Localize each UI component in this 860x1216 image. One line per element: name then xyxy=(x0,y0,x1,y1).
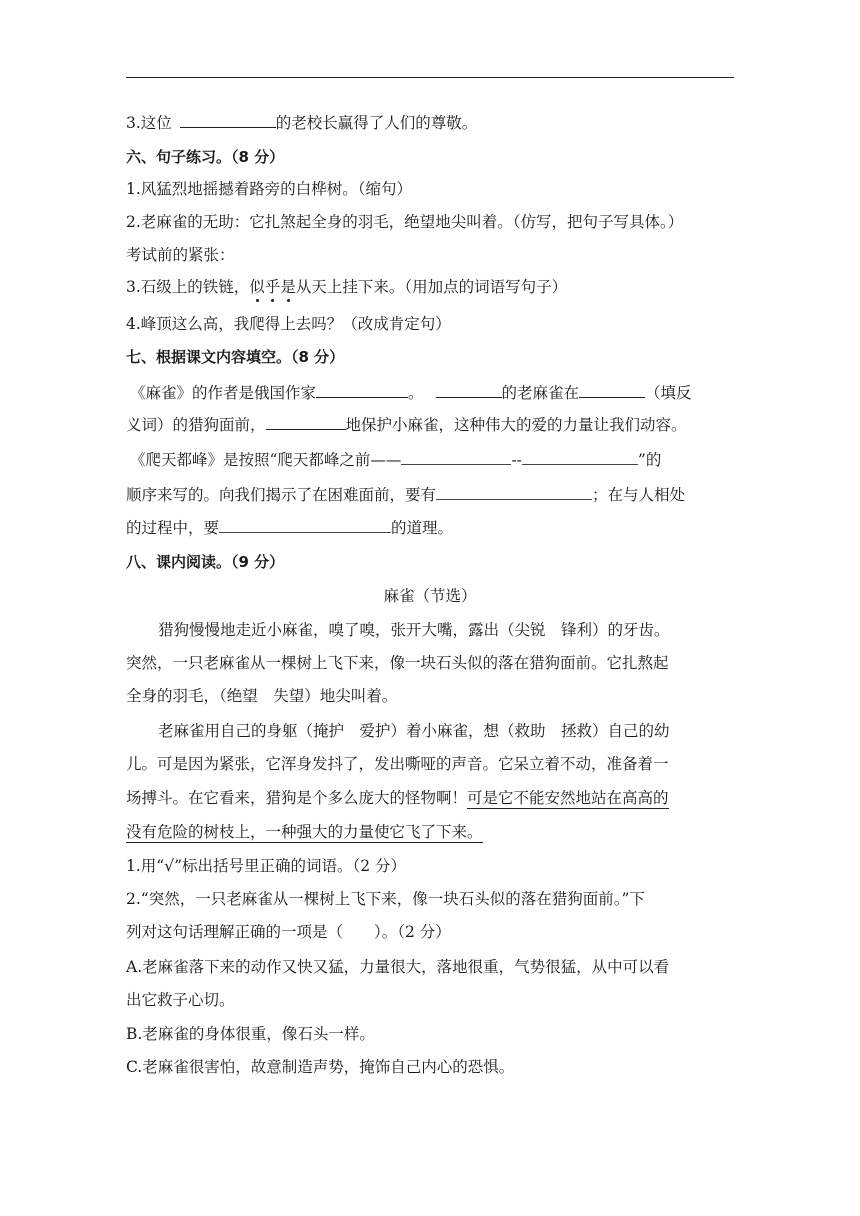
dotted-char: 是 xyxy=(280,278,296,296)
answer-blank[interactable] xyxy=(180,112,276,128)
answer-blank[interactable] xyxy=(436,484,592,500)
option-b: B.老麻雀的身体很重，像石头一样。 xyxy=(126,1025,375,1043)
s8-question-1: 1.用“√”标出括号里正确的词语。（2 分） xyxy=(126,857,407,875)
option-a-line-2: 出它救子心切。 xyxy=(126,991,235,1009)
section-7-heading: 七、根据课文内容填空。（8 分） xyxy=(126,348,345,366)
answer-blank[interactable] xyxy=(522,449,638,465)
passage-line: 全身的羽毛，（绝望 失望）地尖叫着。 xyxy=(126,687,398,705)
section-6-heading: 六、句子练习。（8 分） xyxy=(126,148,285,166)
passage-line: 猎狗慢慢地走近小麻雀，嗅了嗅，张开大嘴，露出（尖锐 锋利）的牙齿。 xyxy=(158,621,670,639)
antonym-blank[interactable] xyxy=(579,382,645,398)
option-a-line-1: A.老麻雀落下来的动作又快又猛，力量很大，落地很重，气势很猛，从中可以看 xyxy=(126,958,670,976)
header-rule xyxy=(126,77,734,78)
s7-paragraph-1-line-2: 义词）的猎狗面前， 地保护小麻雀，这种伟大的爱的力量让我们动容。 xyxy=(126,416,687,434)
s6-question-1: 1.风猛烈地摇撼着路旁的白桦树。（缩句） xyxy=(126,180,413,198)
answer-blank[interactable] xyxy=(266,414,346,430)
s7-paragraph-2-line-3: 的过程中，要 的道理。 xyxy=(126,519,454,537)
section-8-heading: 八、课内阅读。（9 分） xyxy=(126,553,285,571)
s7-paragraph-2-line-1: 《爬天都峰》是按照“爬天都峰之前—— -- ”的 xyxy=(130,451,662,469)
s6-question-3: 3.石级上的铁链，似乎是从天上挂下来。（用加点的词语写句子） xyxy=(126,278,568,296)
passage-title: 麻雀（节选） xyxy=(383,587,477,605)
s6-question-2-prompt: 考试前的紧张： xyxy=(126,246,235,264)
underlined-sentence: 可是它不能安然地站在高高的 xyxy=(467,789,669,807)
passage-line xyxy=(126,822,738,842)
dotted-char: 似 xyxy=(249,278,265,296)
passage-line: 儿。可是因为紧张，它浑身发抖了，发出嘶哑的声音。它呆立着不动，准备着一 xyxy=(126,755,669,773)
s8-question-2-line-2: 列对这句话理解正确的一项是（ ）。（2 分） xyxy=(126,923,451,941)
s8-question-2-line-1: 2.“突然，一只老麻雀从一棵树上飞下来，像一块石头似的落在猎狗面前。”下 xyxy=(126,890,645,908)
dotted-char: 乎 xyxy=(264,278,281,296)
answer-blank[interactable] xyxy=(436,382,502,398)
s7-paragraph-2-line-2: 顺序来写的。向我们揭示了在困难面前，要有 ；在与人相处 xyxy=(126,486,686,504)
option-c: C.老麻雀很害怕，故意制造声势，掩饰自己内心的恐惧。 xyxy=(126,1058,515,1076)
s5-question-3: 3.这位 的老校长赢得了人们的尊敬。 xyxy=(126,114,478,132)
s6-question-4: 4.峰顶这么高，我爬得上去吗？（改成肯定句） xyxy=(126,315,451,333)
answer-blank[interactable] xyxy=(401,449,511,465)
author-blank[interactable] xyxy=(316,382,408,398)
s6-question-2: 2.老麻雀的无助：它扎煞起全身的羽毛，绝望地尖叫着。（仿写，把句子写具体。） xyxy=(126,213,684,231)
passage-line: 突然，一只老麻雀从一棵树上飞下来，像一块石头似的落在猎狗面前。它扎熬起 xyxy=(126,654,669,672)
answer-blank[interactable] xyxy=(219,517,391,533)
s7-paragraph-1-line-1: 《麻雀》的作者是俄国作家 。 的老麻雀在 （填反 xyxy=(130,384,692,402)
passage-line: 老麻雀用自己的身躯（掩护 爱护）着小麻雀，想（救助 拯救）自己的幼 xyxy=(158,722,670,740)
underlined-sentence: 没有危险的树枝上，一种强大的力量使它飞了下来。 xyxy=(126,823,483,841)
passage-line: 场搏斗。在它看来，猎狗是个多么庞大的怪物啊！可是它不能安然地站在高高的 xyxy=(126,789,669,807)
